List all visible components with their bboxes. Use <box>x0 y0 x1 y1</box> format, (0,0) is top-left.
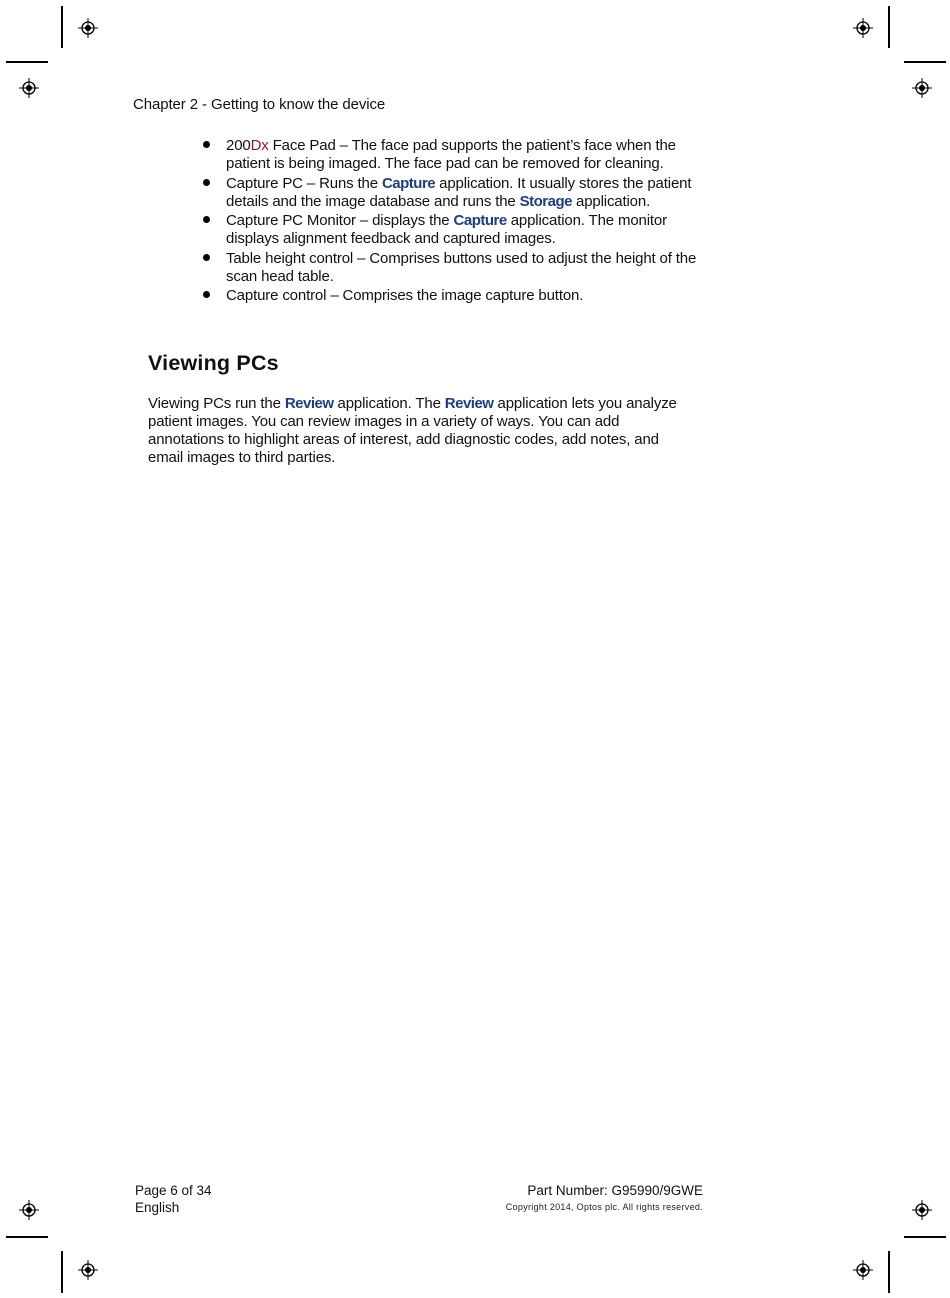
section-paragraph <box>148 395 696 467</box>
list-item-text: application. <box>571 192 651 210</box>
list-item-capture-pc-monitor <box>200 212 700 248</box>
crop-mark <box>61 6 63 48</box>
crop-mark <box>6 1236 48 1238</box>
list-item-text: Capture PC – Runs the <box>226 174 382 192</box>
part-number: Part Number: G95990/9GWE <box>527 1183 703 1198</box>
app-name-review: Review <box>284 395 334 412</box>
app-name-storage: Storage <box>519 192 572 210</box>
language-label: English <box>135 1199 180 1215</box>
list-item-table-height-control <box>200 250 700 286</box>
app-name-review: Review <box>444 395 494 412</box>
list-item-text: Table height control – Comprises buttons used to adjust the height of the scan head table. <box>226 249 697 285</box>
list-item-capture-control <box>200 287 700 305</box>
list-item-text: Capture control – Comprises the image capture button. <box>226 287 584 304</box>
registration-mark-icon <box>912 78 932 98</box>
section-title: Viewing PCs <box>148 351 279 375</box>
crop-mark <box>888 1251 890 1293</box>
footer-left <box>135 1183 212 1216</box>
list-item-text: application. It usually stores the patient details and the image database and runs the <box>226 174 692 210</box>
list-item-capture-pc <box>200 175 700 211</box>
registration-mark-icon <box>19 78 39 98</box>
bullet-icon <box>203 179 210 186</box>
list-item-text: Face Pad – The face pad supports the patient’s face when the patient is being imaged. The face pad can be removed for cleaning. <box>226 137 676 172</box>
paragraph-text: Viewing PCs run the <box>148 395 285 412</box>
list-item-text: application. The monitor displays alignment feedback and captured images. <box>226 212 667 247</box>
list-item-text: Capture PC Monitor – displays the <box>226 212 454 229</box>
bullet-icon <box>203 291 210 298</box>
registration-mark-icon <box>853 1260 873 1280</box>
registration-mark-icon <box>912 1200 932 1220</box>
app-name-capture: Capture <box>381 174 436 192</box>
list-item-face-pad <box>200 137 700 173</box>
crop-mark <box>904 1236 946 1238</box>
paragraph-text: application lets you analyze patient images. You can review images in a variety of ways. You can add annotations to highlight areas of interest, add diagnostic codes, add notes, and email images to third parties. <box>148 395 677 466</box>
registration-mark-icon <box>78 18 98 38</box>
registration-mark-icon <box>78 1260 98 1280</box>
app-name-capture: Capture <box>453 212 507 229</box>
registration-mark-icon <box>853 18 873 38</box>
crop-mark <box>6 61 48 63</box>
component-list <box>200 137 700 307</box>
copyright-notice: Copyright 2014, Optos plc. All rights reserved. <box>505 1201 703 1212</box>
crop-mark <box>61 1251 63 1293</box>
footer-right <box>506 1183 703 1214</box>
bullet-icon <box>203 254 210 261</box>
crop-mark <box>904 61 946 63</box>
bullet-icon <box>203 216 210 223</box>
paragraph-text: application. The <box>333 395 445 412</box>
brand-prefix: 200 <box>226 137 251 154</box>
crop-mark <box>888 6 890 48</box>
chapter-header: Chapter 2 - Getting to know the device <box>133 96 386 113</box>
page-number: Page 6 of 34 <box>135 1183 212 1198</box>
brand-suffix: Dx <box>250 137 269 154</box>
bullet-icon <box>203 141 210 148</box>
registration-mark-icon <box>19 1200 39 1220</box>
